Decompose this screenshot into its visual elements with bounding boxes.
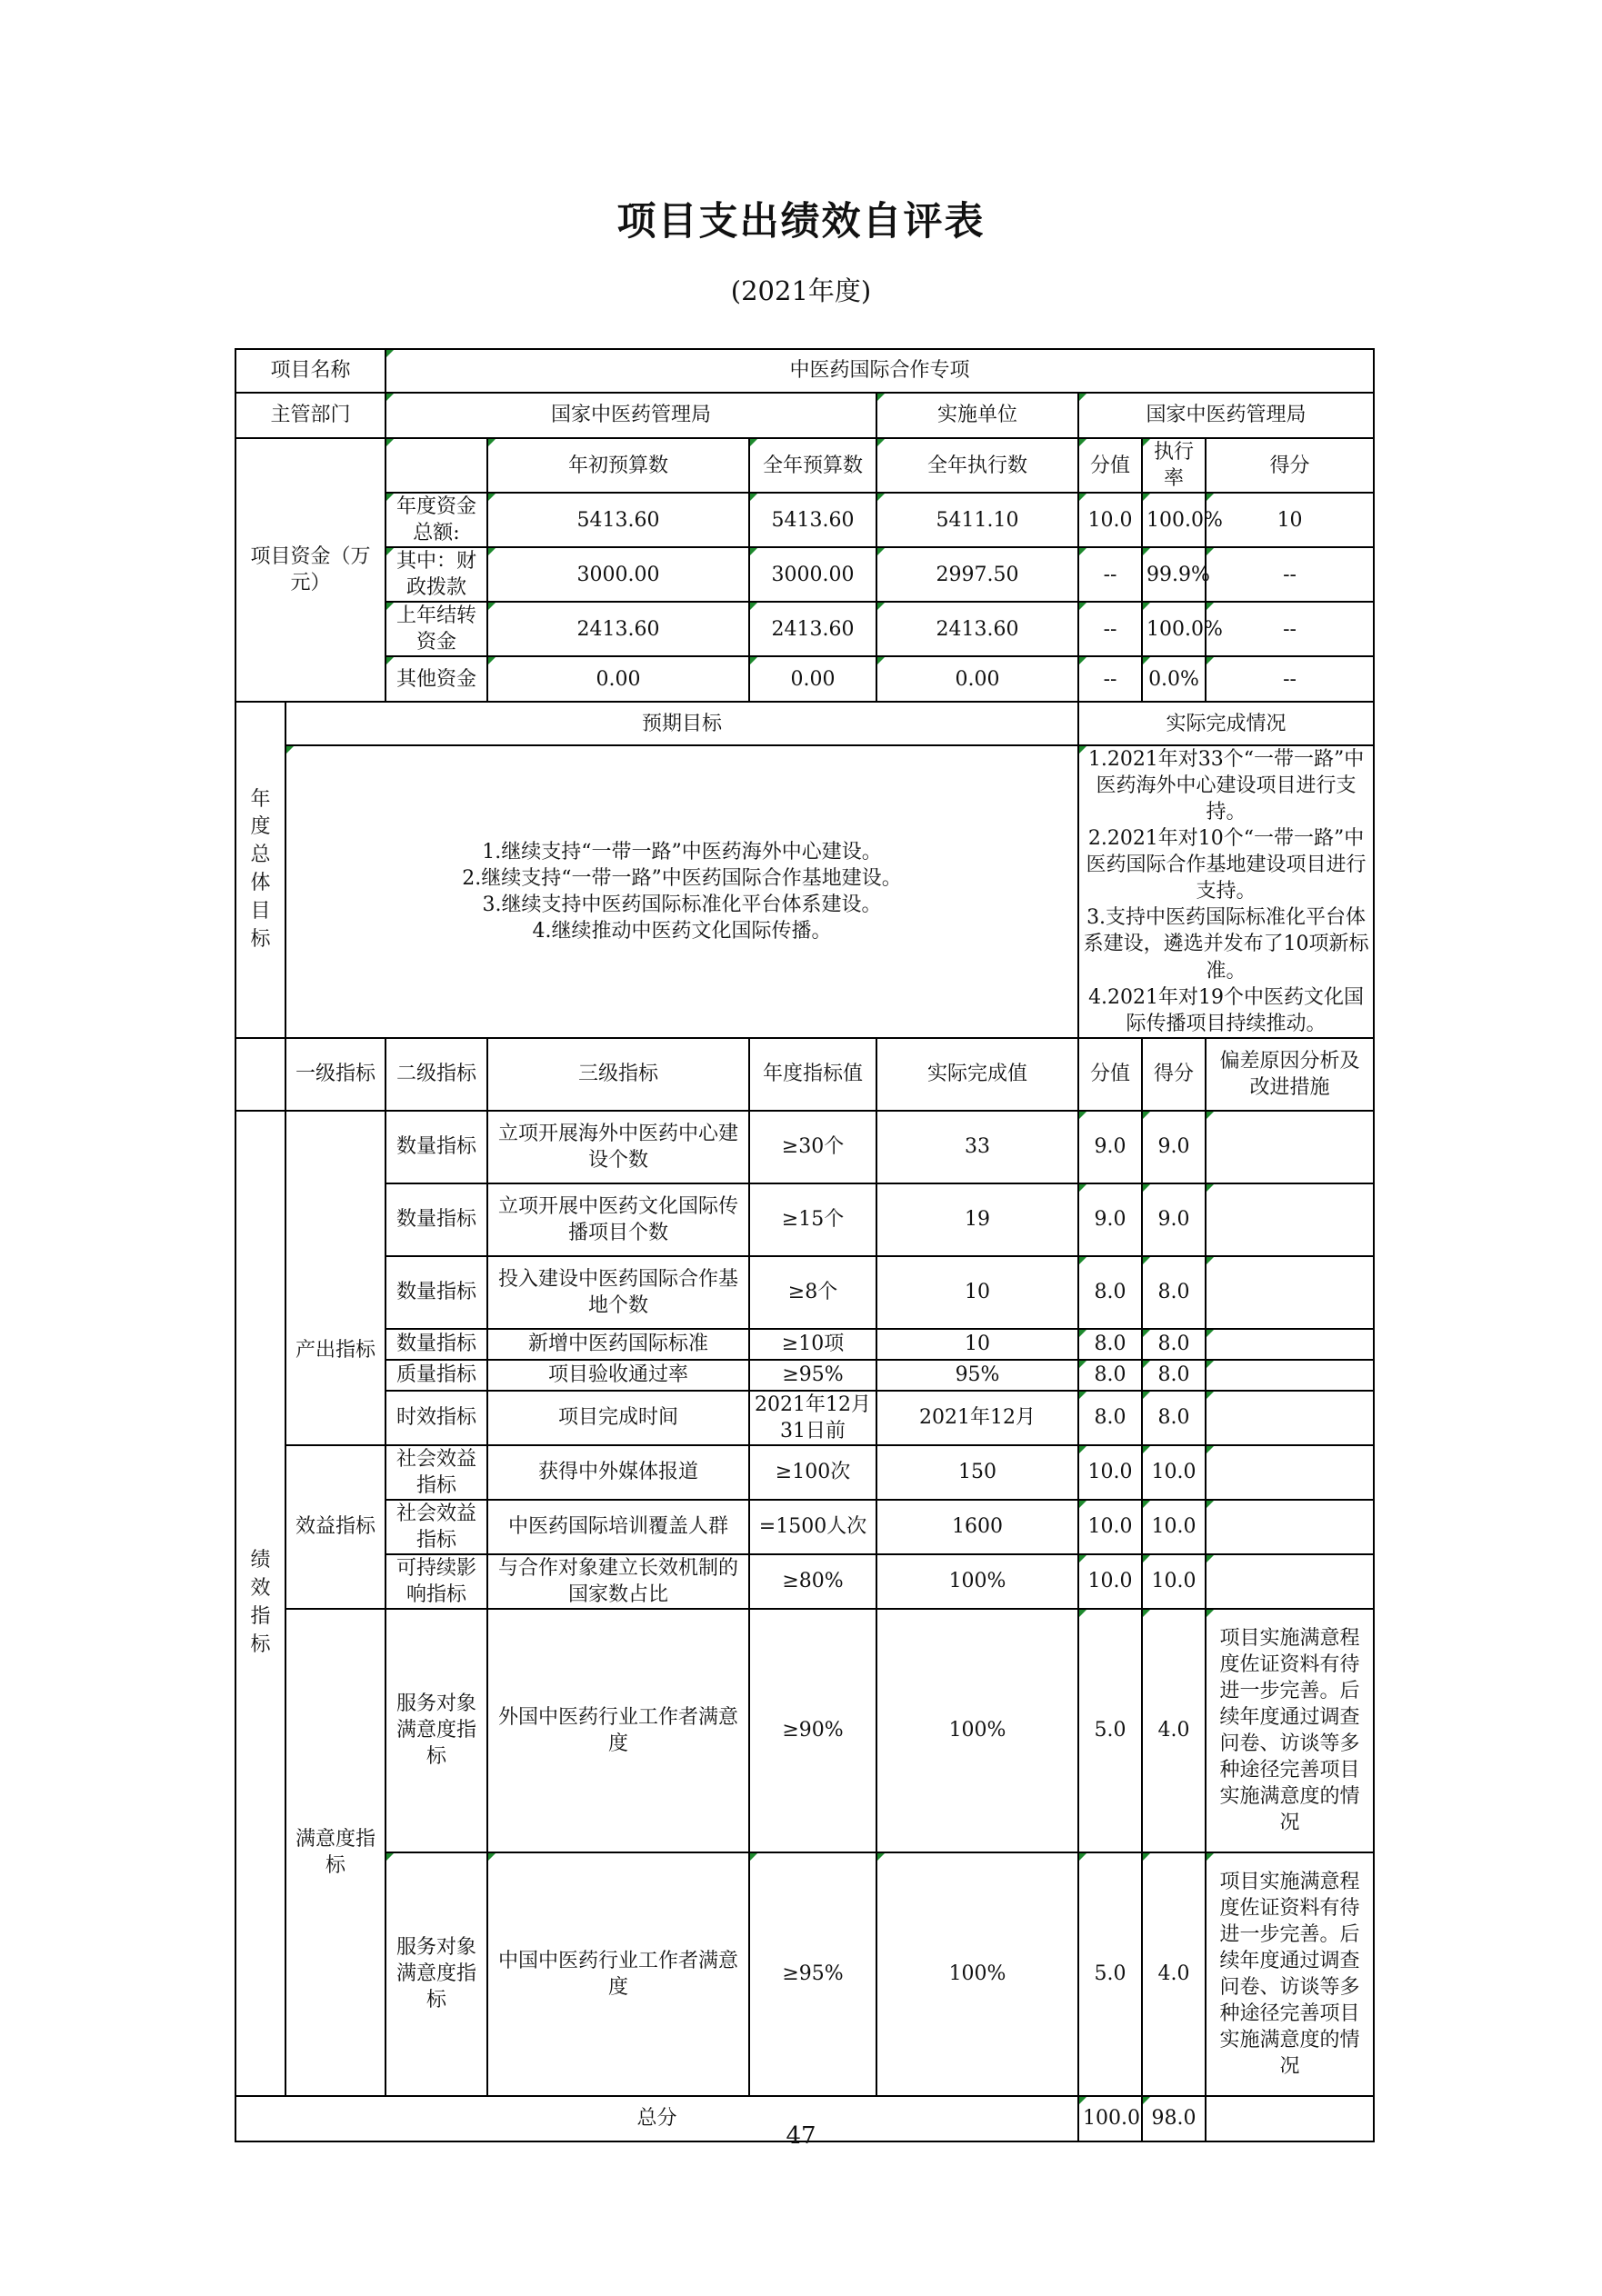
expected-goal-item: 3.继续支持中医药国际标准化平台体系建设。 [482, 893, 882, 916]
level1-benefit: 效益指标 [285, 1445, 385, 1609]
score-cell: 10.0 [1142, 1554, 1206, 1609]
page-subtitle: (2021年度) [730, 275, 872, 306]
actual-cell: 19 [876, 1183, 1078, 1256]
level2-cell: 时效指标 [385, 1391, 487, 1445]
level3-cell: 立项开展中医药文化国际传播项目个数 [487, 1183, 749, 1256]
funds-label: 项目资金（万元） [235, 438, 385, 702]
funds-header-initial: 年初预算数 [487, 438, 749, 493]
weight-cell: 8.0 [1078, 1256, 1142, 1329]
funds-row-initial: 0.00 [487, 656, 749, 702]
project-name-label: 项目名称 [235, 349, 385, 393]
expected-goal-item: 2.继续支持“一带一路”中医药国际合作基地建设。 [462, 866, 902, 890]
header-actual: 实际完成值 [876, 1038, 1078, 1111]
dept-label: 主管部门 [235, 393, 385, 438]
total-score: 98.0 [1142, 2096, 1206, 2141]
note-cell: 项目实施满意程度佐证资料有待进一步完善。后续年度通过调查问卷、访谈等多种途径完善项目实施满意度的情况 [1206, 1852, 1374, 2096]
score-cell: 8.0 [1142, 1329, 1206, 1360]
level2-cell: 社会效益指标 [385, 1445, 487, 1500]
funds-row-annual: 0.00 [749, 656, 876, 702]
weight-cell: 10.0 [1078, 1554, 1142, 1609]
header-target: 年度指标值 [749, 1038, 876, 1111]
weight-cell: 8.0 [1078, 1391, 1142, 1445]
page-title: 项目支出绩效自评表 [616, 199, 986, 245]
funds-header-score: 得分 [1206, 438, 1374, 493]
expected-goal-item: 4.继续推动中医药文化国际传播。 [532, 919, 832, 943]
note-cell [1206, 1500, 1374, 1554]
unit-value: 国家中医药管理局 [1078, 393, 1374, 438]
actual-goal-item: 4.2021年对19个中医药文化国际传播项目持续推动。 [1088, 985, 1365, 1035]
funds-row-weight: -- [1078, 656, 1142, 702]
funds-row-initial: 5413.60 [487, 493, 749, 547]
funds-header-executed: 全年执行数 [876, 438, 1078, 493]
funds-row-score: -- [1206, 656, 1374, 702]
total-weight: 100.0 [1078, 2096, 1142, 2141]
note-cell: 项目实施满意程度佐证资料有待进一步完善。后续年度通过调查问卷、访谈等多种途径完善项目实施满意度的情况 [1206, 1609, 1374, 1852]
total-label: 总分 [235, 2096, 1078, 2141]
funds-row-annual: 5413.60 [749, 493, 876, 547]
level2-cell: 数量指标 [385, 1329, 487, 1360]
goals-expected-header: 预期目标 [285, 702, 1078, 745]
funds-row-name: 上年结转资金 [385, 602, 487, 656]
actual-cell: 33 [876, 1111, 1078, 1183]
level3-cell: 项目完成时间 [487, 1391, 749, 1445]
goals-actual [1078, 745, 1374, 1037]
weight-cell: 5.0 [1078, 1609, 1142, 1852]
goals-side-label: 年度总体目标 [235, 702, 285, 1037]
header-note: 偏差原因分析及改进措施 [1206, 1038, 1374, 1111]
score-cell: 8.0 [1142, 1391, 1206, 1445]
actual-goal-item: 3.支持中医药国际标准化平台体系建设，遴选并发布了10项新标准。 [1083, 906, 1369, 983]
actual-goal-item: 1.2021年对33个“一带一路”中医药海外中心建设项目进行支持。 [1087, 748, 1365, 824]
weight-cell: 9.0 [1078, 1183, 1142, 1256]
level1-output: 产出指标 [285, 1111, 385, 1445]
funds-row-executed: 2413.60 [876, 602, 1078, 656]
funds-row-name: 其中：财政拨款 [385, 547, 487, 602]
score-cell: 8.0 [1142, 1256, 1206, 1329]
weight-cell: 5.0 [1078, 1852, 1142, 2096]
funds-row-annual: 2413.60 [749, 602, 876, 656]
level3-cell: 中医药国际培训覆盖人群 [487, 1500, 749, 1554]
funds-row-executed: 5411.10 [876, 493, 1078, 547]
indicators-header-blank [235, 1038, 285, 1111]
level3-cell: 中国中医药行业工作者满意度 [487, 1852, 749, 2096]
funds-row-rate: 99.9% [1142, 547, 1206, 602]
note-cell [1206, 1329, 1374, 1360]
unit-label: 实施单位 [876, 393, 1078, 438]
actual-goal-item: 2.2021年对10个“一带一路”中医药国际合作基地建设项目进行支持。 [1086, 827, 1367, 903]
funds-row-initial: 2413.60 [487, 602, 749, 656]
funds-row-initial: 3000.00 [487, 547, 749, 602]
weight-cell: 8.0 [1078, 1329, 1142, 1360]
level3-cell: 获得中外媒体报道 [487, 1445, 749, 1500]
target-cell: ≥15个 [749, 1183, 876, 1256]
performance-table [235, 348, 1375, 2142]
target-cell: =1500人次 [749, 1500, 876, 1554]
level1-satisfaction: 满意度指标 [285, 1609, 385, 2096]
target-cell: ≥100次 [749, 1445, 876, 1500]
funds-header-rate: 执行率 [1142, 438, 1206, 493]
indicators-side-label: 绩效指标 [235, 1111, 285, 2096]
funds-row-rate: 100.0% [1142, 493, 1206, 547]
note-cell [1206, 1256, 1374, 1329]
funds-row-rate: 0.0% [1142, 656, 1206, 702]
level2-cell: 数量指标 [385, 1111, 487, 1183]
header-level2: 二级指标 [385, 1038, 487, 1111]
level3-cell: 新增中医药国际标准 [487, 1329, 749, 1360]
note-cell [1206, 1554, 1374, 1609]
actual-cell: 100% [876, 1852, 1078, 2096]
header-level1: 一级指标 [285, 1038, 385, 1111]
funds-header-weight: 分值 [1078, 438, 1142, 493]
funds-row-weight: 10.0 [1078, 493, 1142, 547]
expected-goal-item: 1.继续支持“一带一路”中医药海外中心建设。 [482, 840, 882, 863]
header-weight: 分值 [1078, 1038, 1142, 1111]
project-name: 中医药国际合作专项 [385, 349, 1374, 393]
note-cell [1206, 1391, 1374, 1445]
header-score: 得分 [1142, 1038, 1206, 1111]
score-cell: 8.0 [1142, 1360, 1206, 1391]
target-cell: ≥8个 [749, 1256, 876, 1329]
level3-cell: 项目验收通过率 [487, 1360, 749, 1391]
funds-row-score: 10 [1206, 493, 1374, 547]
target-cell: ≥80% [749, 1554, 876, 1609]
level2-cell: 数量指标 [385, 1183, 487, 1256]
funds-row-name: 年度资金总额: [385, 493, 487, 547]
funds-row-rate: 100.0% [1142, 602, 1206, 656]
funds-row-executed: 0.00 [876, 656, 1078, 702]
score-cell: 4.0 [1142, 1609, 1206, 1852]
level2-cell: 可持续影响指标 [385, 1554, 487, 1609]
funds-row-score: -- [1206, 602, 1374, 656]
page-number: 47 [786, 2122, 816, 2150]
funds-row-score: -- [1206, 547, 1374, 602]
weight-cell: 9.0 [1078, 1111, 1142, 1183]
score-cell: 9.0 [1142, 1111, 1206, 1183]
score-cell: 4.0 [1142, 1852, 1206, 2096]
funds-corner [385, 438, 487, 493]
target-cell: ≥95% [749, 1852, 876, 2096]
target-cell: ≥95% [749, 1360, 876, 1391]
level3-cell: 与合作对象建立长效机制的国家数占比 [487, 1554, 749, 1609]
actual-cell: 10 [876, 1329, 1078, 1360]
level3-cell: 外国中医药行业工作者满意度 [487, 1609, 749, 1852]
funds-row-executed: 2997.50 [876, 547, 1078, 602]
funds-row-weight: -- [1078, 602, 1142, 656]
level2-cell: 社会效益指标 [385, 1500, 487, 1554]
actual-cell: 100% [876, 1609, 1078, 1852]
weight-cell: 10.0 [1078, 1445, 1142, 1500]
level3-cell: 投入建设中医药国际合作基地个数 [487, 1256, 749, 1329]
target-cell: ≥10项 [749, 1329, 876, 1360]
score-cell: 10.0 [1142, 1445, 1206, 1500]
note-cell [1206, 1183, 1374, 1256]
level2-cell: 质量指标 [385, 1360, 487, 1391]
target-cell: ≥90% [749, 1609, 876, 1852]
level2-cell: 服务对象满意度指标 [385, 1609, 487, 1852]
funds-header-annual: 全年预算数 [749, 438, 876, 493]
note-cell [1206, 1360, 1374, 1391]
actual-cell: 1600 [876, 1500, 1078, 1554]
level2-cell: 数量指标 [385, 1256, 487, 1329]
actual-cell: 10 [876, 1256, 1078, 1329]
goals-actual-header: 实际完成情况 [1078, 702, 1374, 745]
weight-cell: 10.0 [1078, 1500, 1142, 1554]
score-cell: 10.0 [1142, 1500, 1206, 1554]
dept-value: 国家中医药管理局 [385, 393, 876, 438]
actual-cell: 150 [876, 1445, 1078, 1500]
note-cell [1206, 1111, 1374, 1183]
funds-row-name: 其他资金 [385, 656, 487, 702]
actual-cell: 100% [876, 1554, 1078, 1609]
funds-row-annual: 3000.00 [749, 547, 876, 602]
actual-cell: 2021年12月 [876, 1391, 1078, 1445]
weight-cell: 8.0 [1078, 1360, 1142, 1391]
level3-cell: 立项开展海外中医药中心建设个数 [487, 1111, 749, 1183]
score-cell: 9.0 [1142, 1183, 1206, 1256]
target-cell: ≥30个 [749, 1111, 876, 1183]
actual-cell: 95% [876, 1360, 1078, 1391]
header-level3: 三级指标 [487, 1038, 749, 1111]
goals-expected [285, 745, 1078, 1037]
note-cell [1206, 1445, 1374, 1500]
level2-cell: 服务对象满意度指标 [385, 1852, 487, 2096]
funds-row-weight: -- [1078, 547, 1142, 602]
target-cell: 2021年12月31日前 [749, 1391, 876, 1445]
